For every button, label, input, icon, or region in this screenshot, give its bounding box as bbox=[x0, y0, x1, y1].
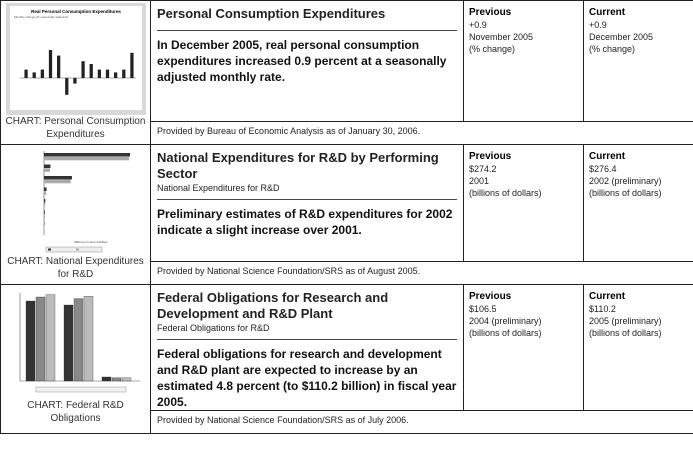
current-value-cell bbox=[584, 1, 693, 122]
thumbnail-xlabel: Billions of current dollars bbox=[74, 240, 107, 244]
thumbnail-bar bbox=[57, 56, 60, 78]
legend-swatch bbox=[76, 249, 79, 251]
indicator-title[interactable]: Federal Obligations for Research and Development and R&D Plant bbox=[157, 290, 389, 321]
indicator-subtitle: Federal Obligations for R&D bbox=[157, 323, 270, 333]
thumbnail-bar bbox=[32, 72, 35, 78]
chart-caption[interactable]: CHART: Personal Consumption Expenditures bbox=[5, 116, 146, 140]
previous-label: Previous bbox=[469, 7, 512, 18]
thumbnail-bar bbox=[81, 61, 84, 78]
previous-period: 2004 (preliminary) bbox=[469, 316, 542, 326]
current-value: +0.9 bbox=[589, 20, 607, 30]
legend-swatch bbox=[48, 249, 51, 251]
previous-unit: (% change) bbox=[469, 44, 516, 54]
thumbnail-bar bbox=[122, 378, 131, 381]
thumbnail-bar bbox=[102, 377, 111, 381]
previous-unit: (billions of dollars) bbox=[469, 188, 542, 198]
current-value: $276.4 bbox=[589, 164, 617, 174]
thumbnail-bar bbox=[97, 70, 100, 78]
previous-label: Previous bbox=[469, 151, 512, 162]
previous-period: November 2005 bbox=[469, 32, 534, 42]
thumbnail-bar bbox=[24, 70, 27, 78]
source-note: Provided by National Science Foundation/SRS as of July 2006. bbox=[151, 411, 693, 434]
indicator-row bbox=[1, 1, 693, 122]
thumbnail-plot-area bbox=[6, 147, 146, 255]
thumbnail-bar bbox=[73, 78, 76, 84]
thumbnail-bar bbox=[44, 180, 71, 184]
indicator-summary: In December 2005, real personal consumption expenditures increased 0.9 percent at a seasonally adjusted monthly rate. bbox=[157, 38, 447, 84]
thumbnail-bar bbox=[65, 78, 68, 95]
chart-thumbnail-cell[interactable] bbox=[1, 285, 151, 434]
previous-value: $274.2 bbox=[469, 164, 497, 174]
chart-thumbnail-cell[interactable] bbox=[1, 145, 151, 285]
thumbnail-bar bbox=[64, 305, 73, 381]
indicator-title[interactable]: Personal Consumption Expenditures bbox=[157, 6, 386, 21]
source-note: Provided by Bureau of Economic Analysis as of January 30, 2006. bbox=[151, 122, 693, 145]
previous-value-cell bbox=[464, 285, 584, 411]
current-period: 2005 (preliminary) bbox=[589, 316, 662, 326]
thumbnail-bar bbox=[105, 70, 108, 78]
current-period: 2002 (preliminary) bbox=[589, 176, 662, 186]
thumbnail-legend bbox=[36, 387, 126, 392]
thumbnail-bar bbox=[89, 64, 92, 78]
previous-value-cell bbox=[464, 1, 584, 122]
current-value-cell bbox=[584, 285, 693, 411]
previous-unit: (billions of dollars) bbox=[469, 328, 542, 338]
description-cell bbox=[151, 145, 464, 262]
thumbnail-bar bbox=[44, 199, 45, 203]
thumbnail-plot-area bbox=[10, 6, 142, 110]
thumbnail-bar bbox=[84, 296, 93, 381]
thumbnail-bar bbox=[114, 72, 117, 78]
chart-caption[interactable]: CHART: Federal R&D Obligations bbox=[27, 400, 124, 424]
rd-expenditures-chart-thumbnail[interactable] bbox=[6, 147, 146, 255]
indicator-summary: Federal obligations for research and development and R&D plant are expected to increase by an estimated 4.8 percent (to $110.2 billion) in fiscal year 2005. bbox=[157, 347, 457, 409]
title-divider bbox=[157, 30, 457, 31]
thumbnail-bar bbox=[44, 191, 46, 195]
thumbnail-bar bbox=[130, 53, 133, 78]
previous-value: $106.5 bbox=[469, 304, 497, 314]
thumbnail-legend bbox=[46, 247, 102, 252]
current-value-cell bbox=[584, 145, 693, 262]
indicator-row bbox=[1, 145, 693, 262]
current-value: $110.2 bbox=[589, 304, 616, 314]
previous-value-cell bbox=[464, 145, 584, 262]
current-unit: (% change) bbox=[589, 44, 636, 54]
thumbnail-bar bbox=[48, 50, 51, 78]
title-divider bbox=[157, 199, 457, 200]
current-label: Current bbox=[589, 291, 626, 302]
thumbnail-subtitle: Monthly change (% seasonally adjusted) bbox=[13, 15, 68, 19]
thumbnail-bar bbox=[44, 168, 50, 172]
thumbnail-bar bbox=[26, 301, 35, 381]
thumbnail-bar bbox=[40, 70, 43, 78]
thumbnail-bar bbox=[44, 157, 129, 161]
indicator-subtitle: National Expenditures for R&D bbox=[157, 183, 280, 193]
federal-obligations-chart-thumbnail[interactable] bbox=[6, 287, 146, 399]
pce-chart-thumbnail[interactable] bbox=[6, 3, 146, 115]
thumbnail-title: Real Personal Consumption Expenditures bbox=[30, 9, 121, 14]
chart-caption[interactable]: CHART: National Expenditures for R&D bbox=[7, 256, 144, 280]
thumbnail-bar bbox=[46, 295, 55, 381]
previous-period: 2001 bbox=[469, 176, 490, 186]
thumbnail-bar bbox=[44, 153, 130, 157]
current-unit: (billions of dollars) bbox=[589, 328, 662, 338]
current-unit: (billions of dollars) bbox=[589, 188, 662, 198]
title-divider bbox=[157, 339, 457, 340]
thumbnail-bar bbox=[36, 297, 45, 381]
thumbnail-bar bbox=[44, 211, 45, 215]
indicator-summary: Preliminary estimates of R&D expenditures for 2002 indicate a slight increase over 2001. bbox=[157, 207, 453, 237]
thumbnail-bar bbox=[44, 214, 45, 218]
chart-thumbnail-cell[interactable] bbox=[1, 1, 151, 145]
description-cell bbox=[151, 285, 464, 411]
indicator-row bbox=[1, 285, 693, 411]
description-cell bbox=[151, 1, 464, 122]
thumbnail-bar bbox=[74, 299, 83, 381]
previous-value: +0.9 bbox=[469, 20, 487, 30]
thumbnail-bar bbox=[44, 176, 72, 180]
thumbnail-bar bbox=[44, 203, 45, 207]
current-label: Current bbox=[589, 151, 626, 162]
previous-label: Previous bbox=[469, 291, 512, 302]
thumbnail-bar bbox=[44, 165, 50, 169]
thumbnail-bar bbox=[112, 378, 121, 381]
indicator-title[interactable]: National Expenditures for R&D by Performing Sector bbox=[157, 150, 439, 181]
source-note: Provided by National Science Foundation/SRS as of August 2005. bbox=[151, 262, 693, 285]
thumbnail-bar bbox=[122, 70, 125, 78]
current-period: December 2005 bbox=[589, 32, 654, 42]
thumbnail-bar bbox=[44, 188, 47, 192]
current-label: Current bbox=[589, 7, 626, 18]
